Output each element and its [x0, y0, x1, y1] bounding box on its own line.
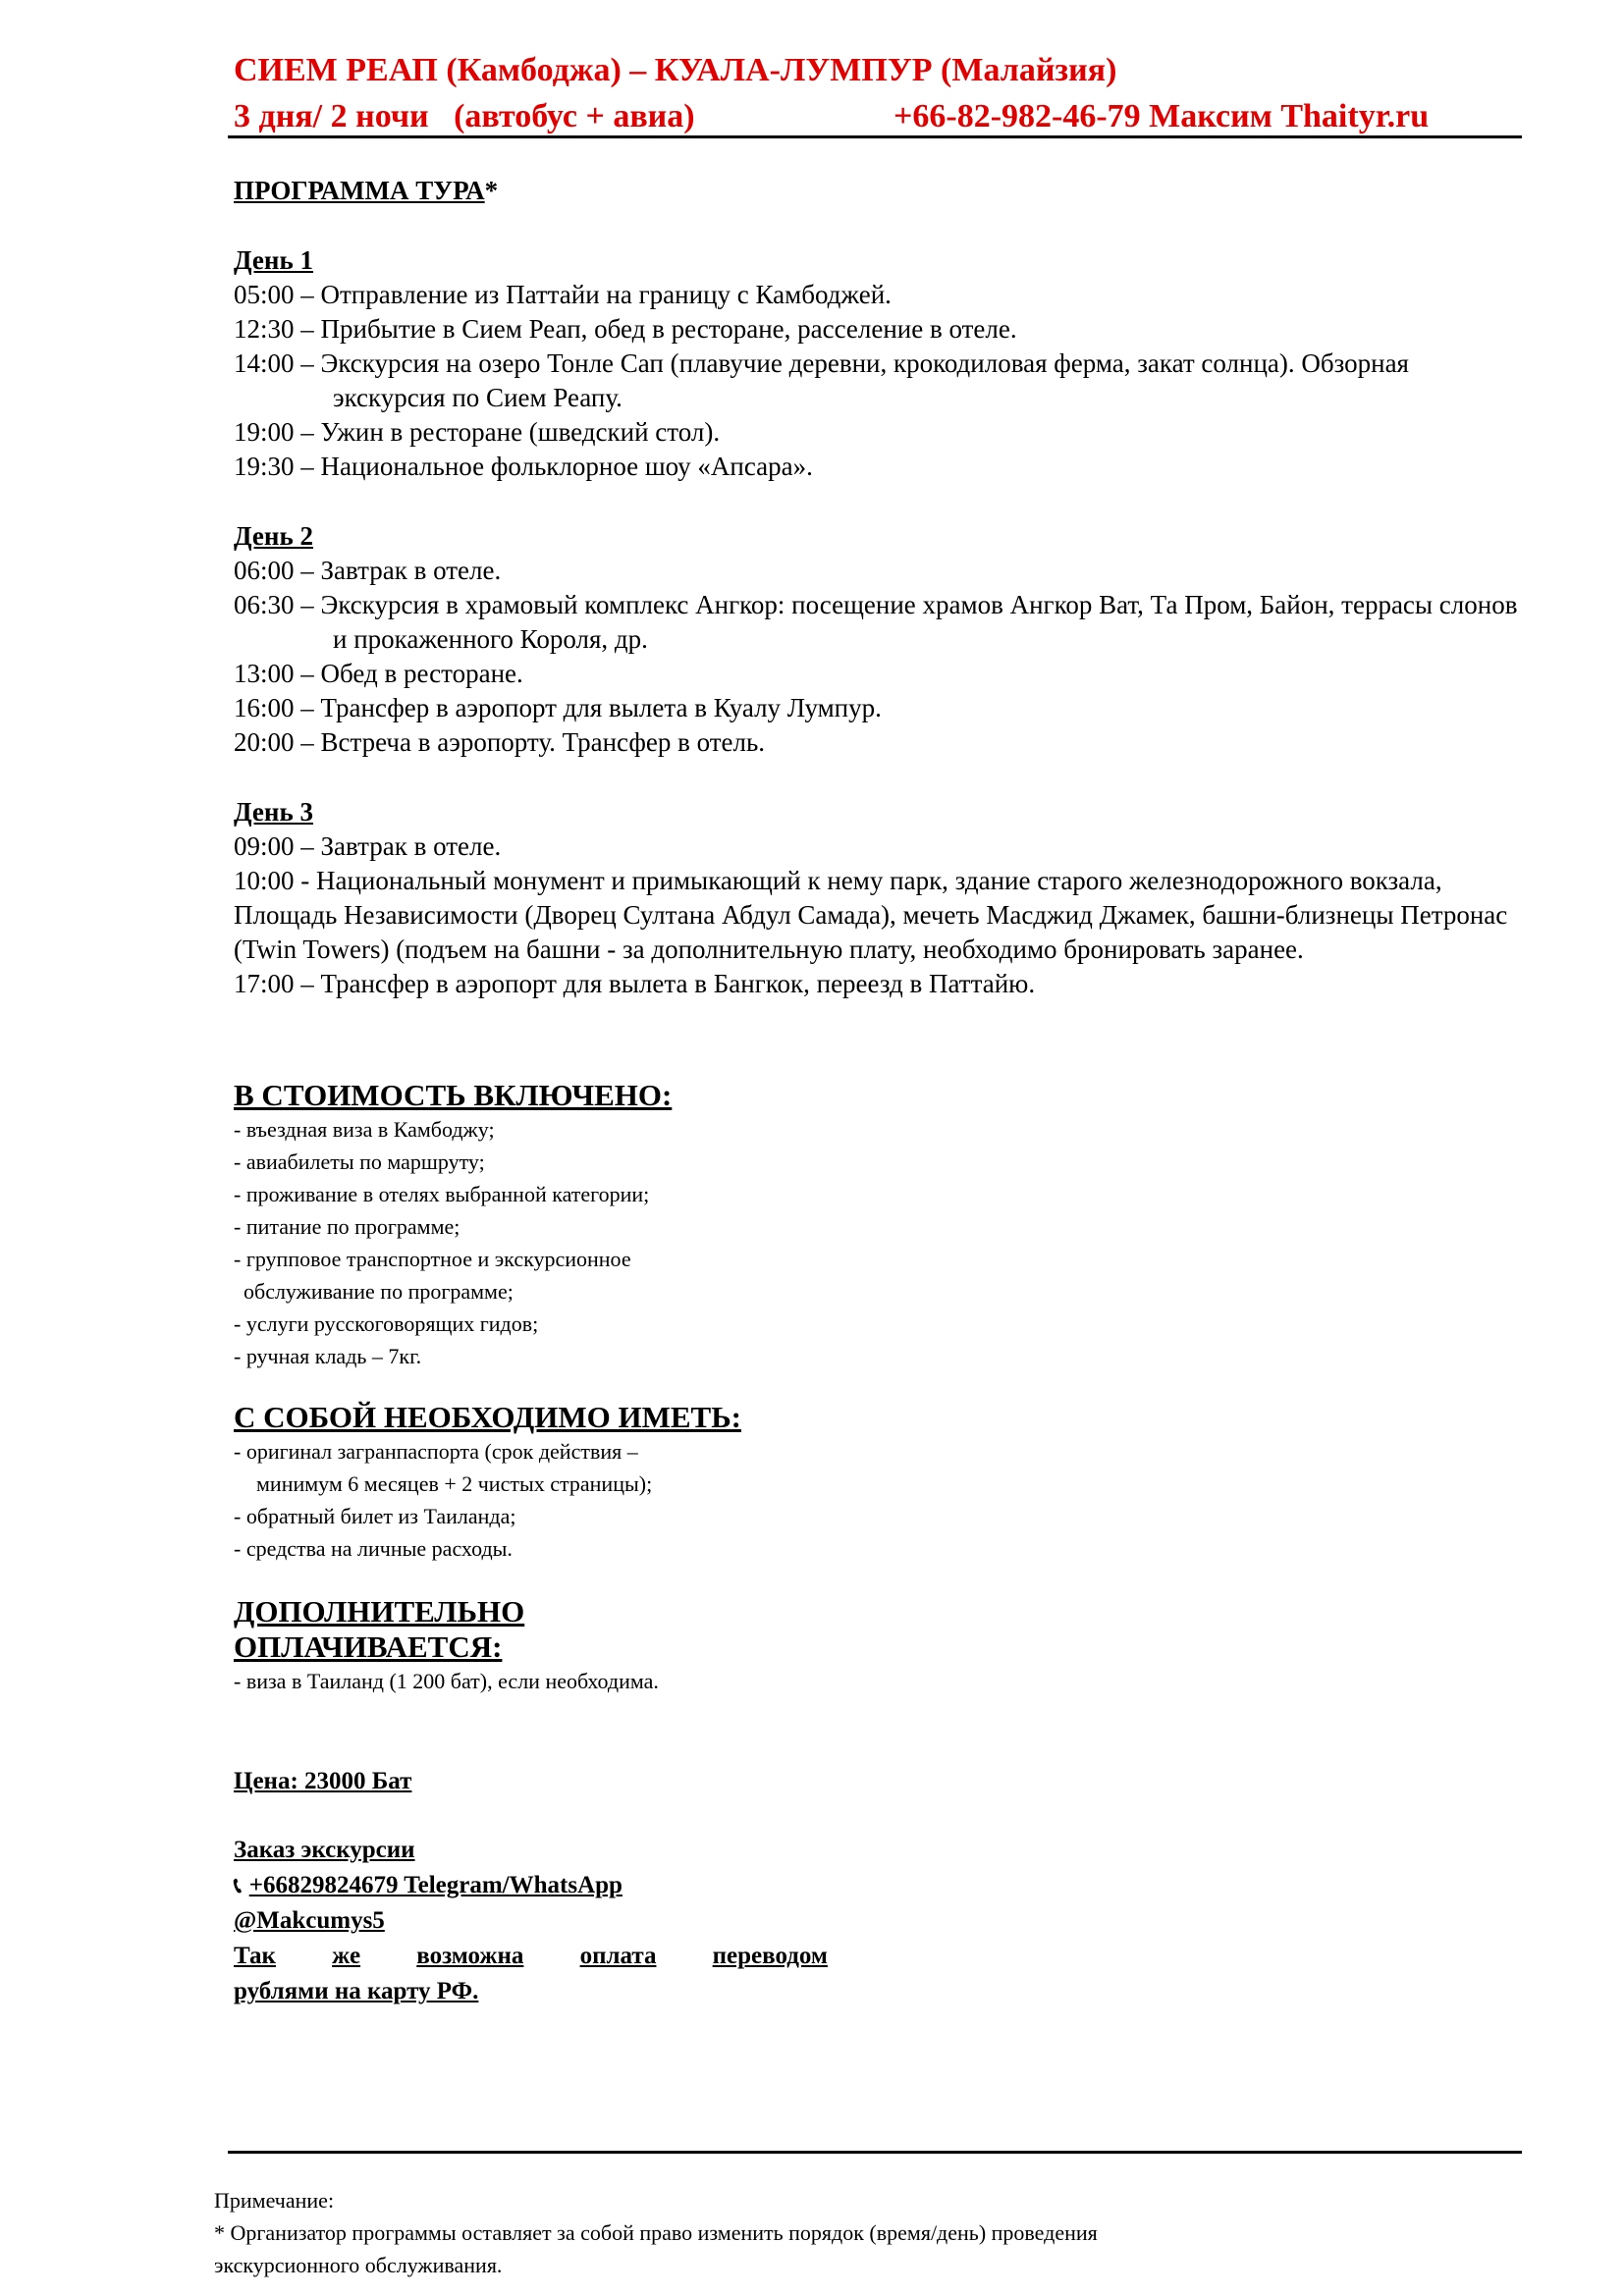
footnote-line2: экскурсионного обслуживания. — [214, 2253, 503, 2277]
list-item: - авиабилеты по маршруту; — [234, 1149, 485, 1174]
schedule-row: 05:00 – Отправление из Паттайи на границу с Камбоджей. — [234, 280, 892, 309]
extra-title-line1: ДОПОЛНИТЕЛЬНО — [234, 1594, 525, 1629]
day-title: День 3 — [234, 797, 313, 827]
schedule-row: 19:30 – Национальное фольклорное шоу «Апсара». — [234, 452, 813, 481]
document-body — [234, 173, 1520, 2009]
list-item: - средства на личные расходы. — [234, 1536, 513, 1561]
schedule-row: 19:00 – Ужин в ресторане (шведский стол). — [234, 417, 721, 447]
list-item: - виза в Таиланд (1 200 бат), если необходима. — [234, 1669, 659, 1693]
schedule-row: 20:00 – Встреча в аэропорту. Трансфер в отель. — [234, 727, 766, 757]
price: Цена: 23000 Бат — [234, 1768, 412, 1794]
list-item: - въездная виза в Камбоджу; — [234, 1117, 495, 1142]
bring-section — [234, 1400, 1520, 1565]
footer-rule — [228, 2151, 1522, 2154]
day-title: День 2 — [234, 521, 313, 551]
list-item: - проживание в отелях выбранной категории; — [234, 1182, 650, 1206]
schedule-row: 16:00 – Трансфер в аэропорт для вылета в Куалу Лумпур. — [234, 693, 882, 722]
schedule-row: 10:00 - Национальный монумент и примыкающий к нему парк, здание старого железнодорожного вокзала, Площадь Независимости (Дворец Султана Абдул Самада), мечеть Масджид Джамек, башни-близнецы Петронас (Twin Towers) (подъем на башни - за дополнительную плату, необходимо бронировать заранее. — [234, 866, 1508, 964]
list-item: - услуги русскоговорящих гидов; — [234, 1311, 539, 1336]
included-title: В СТОИМОСТЬ ВКЛЮЧЕНО: — [234, 1078, 673, 1112]
bring-title: С СОБОЙ НЕОБХОДИМО ИМЕТЬ: — [234, 1400, 742, 1434]
order-note-line1: Так же возможна оплата переводом — [234, 1943, 828, 1969]
schedule-row: 06:00 – Завтрак в отеле. — [234, 556, 502, 585]
list-item: обслуживание по программе; — [244, 1279, 514, 1304]
schedule-row: 06:30 – Экскурсия в храмовый комплекс Ангкор: посещение храмов Ангкор Ват, Та Пром, Байон, террасы слонов и прокаженного Короля, др. — [234, 590, 1518, 654]
extra-title-line2: ОПЛАЧИВАЕТСЯ: — [234, 1629, 503, 1664]
list-item: - групповое транспортное и экскурсионное — [234, 1247, 631, 1271]
day-3 — [234, 795, 1520, 1001]
list-item: - ручная кладь – 7кг. — [234, 1344, 422, 1368]
day-2 — [234, 519, 1520, 760]
order-phone[interactable]: 📞︎ +66829824679 Telegram/WhatsApp — [234, 1868, 1520, 1903]
header-rule — [228, 135, 1522, 138]
footnote-label: Примечание: — [214, 2188, 335, 2213]
schedule-row: 17:00 – Трансфер в аэропорт для вылета в Бангкок, переезд в Паттайю. — [234, 969, 1036, 998]
schedule-row: 14:00 – Экскурсия на озеро Тонле Сап (плавучие деревни, крокодиловая ферма, закат солнца). Обзорная экскурсия по Сием Реапу. — [234, 348, 1409, 412]
order-handle[interactable]: @Makcumys5 — [234, 1907, 385, 1934]
list-item: минимум 6 месяцев + 2 чистых страницы); — [256, 1471, 653, 1496]
document-header — [234, 47, 1430, 139]
header-title: СИЕМ РЕАП (Камбоджа) – КУАЛА-ЛУМПУР (Малайзия) — [234, 52, 1117, 88]
schedule-row: 13:00 – Обед в ресторане. — [234, 659, 523, 688]
day-title: День 1 — [234, 245, 313, 275]
list-item: - обратный билет из Таиланда; — [234, 1504, 516, 1528]
day-1 — [234, 243, 1520, 484]
order-title: Заказ экскурсии — [234, 1837, 415, 1863]
schedule-row: 12:30 – Прибытие в Сием Реап, обед в ресторане, расселение в отеле. — [234, 314, 1017, 344]
footnote-line1: * Организатор программы оставляет за собой право изменить порядок (время/день) проведения — [214, 2220, 1098, 2245]
header-contact: +66-82-982-46-79 Максим Thaityr.ru — [893, 98, 1430, 134]
order-note-line2: рублями на карту РФ. — [234, 1978, 479, 2004]
extra-section — [234, 1594, 1520, 1697]
list-item: - питание по программе; — [234, 1214, 460, 1239]
included-section — [234, 1078, 1520, 1372]
header-duration: 3 дня/ 2 ночи (автобус + авиа) — [234, 98, 695, 134]
program-title: ПРОГРАММА ТУРА* — [234, 176, 499, 205]
list-item: - оригинал загранпаспорта (срок действия – — [234, 1439, 638, 1464]
phone-icon: 📞︎ — [234, 1873, 242, 1897]
footnote — [214, 2184, 1098, 2281]
schedule-row: 09:00 – Завтрак в отеле. — [234, 831, 502, 861]
order-section — [234, 1833, 1520, 2009]
